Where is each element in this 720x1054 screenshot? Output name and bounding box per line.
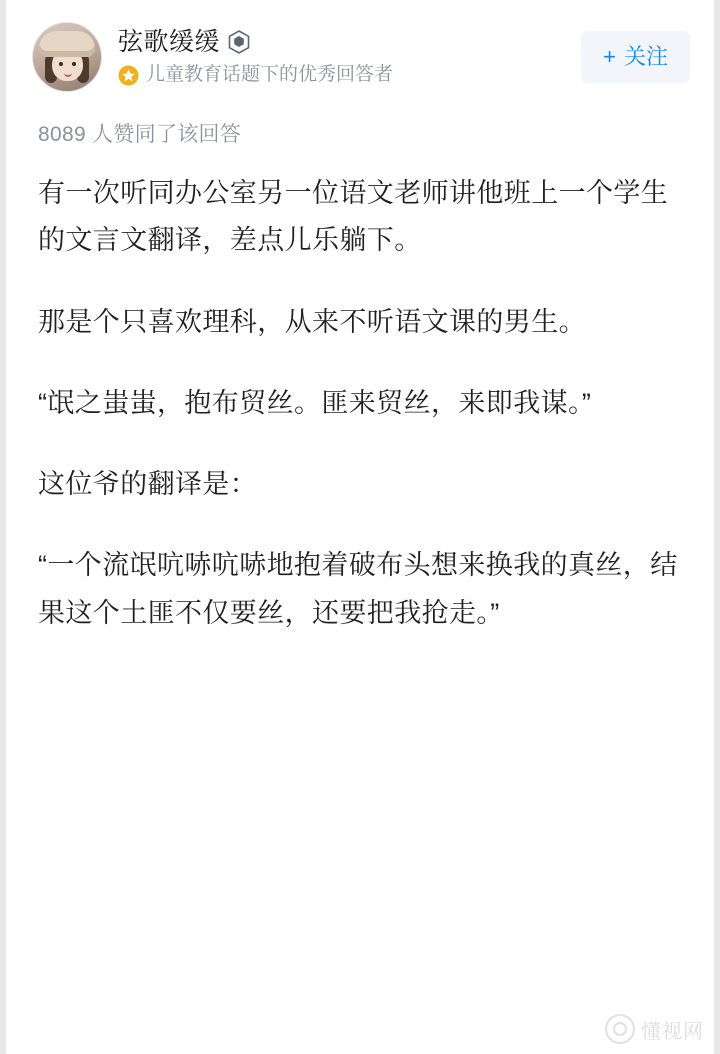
- avatar-hat: [39, 31, 95, 57]
- answer-paragraph: “一个流氓吭哧吭哧地抱着破布头想来换我的真丝，结果这个土匪不仅要丝，还要把我抢走。”: [38, 550, 678, 628]
- author-header: [6, 0, 714, 92]
- avatar-eye-left: [59, 62, 63, 66]
- star-badge-icon: [118, 65, 139, 86]
- answer-body: [6, 148, 714, 637]
- answer-paragraph: 有一次听同办公室另一位语文老师讲他班上一个学生的文言文翻译，差点儿乐躺下。: [38, 178, 669, 256]
- answer-paragraph: 这位爷的翻译是：: [38, 469, 258, 499]
- follow-button-label: 关注: [623, 44, 668, 69]
- hexagon-badge-icon: [228, 30, 250, 54]
- plus-icon: +: [603, 44, 616, 69]
- follow-button[interactable]: [581, 31, 690, 83]
- answer-paragraph: “氓之蚩蚩，抱布贸丝。匪来贸丝，来即我谋。”: [38, 387, 592, 418]
- vote-count-text: 8089 人赞同了该回答: [38, 123, 242, 146]
- right-edge-rail: [714, 0, 720, 1054]
- answer-paragraph: 那是个只喜欢理科，从来不听语文课的男生。: [38, 306, 586, 337]
- avatar-eye-right: [72, 62, 76, 66]
- author-credential-line: [118, 64, 571, 87]
- author-name-line: [118, 27, 571, 57]
- answer-content: [6, 0, 714, 1054]
- avatar[interactable]: [32, 22, 102, 92]
- author-name[interactable]: 弦歌缓缓: [118, 28, 221, 57]
- author-meta: [118, 27, 571, 87]
- circle-logo-icon: [605, 1014, 635, 1044]
- watermark: [605, 1014, 704, 1044]
- watermark-text: 懂视网: [641, 1020, 704, 1043]
- author-credential: 儿童教育话题下的优秀回答者: [146, 64, 394, 86]
